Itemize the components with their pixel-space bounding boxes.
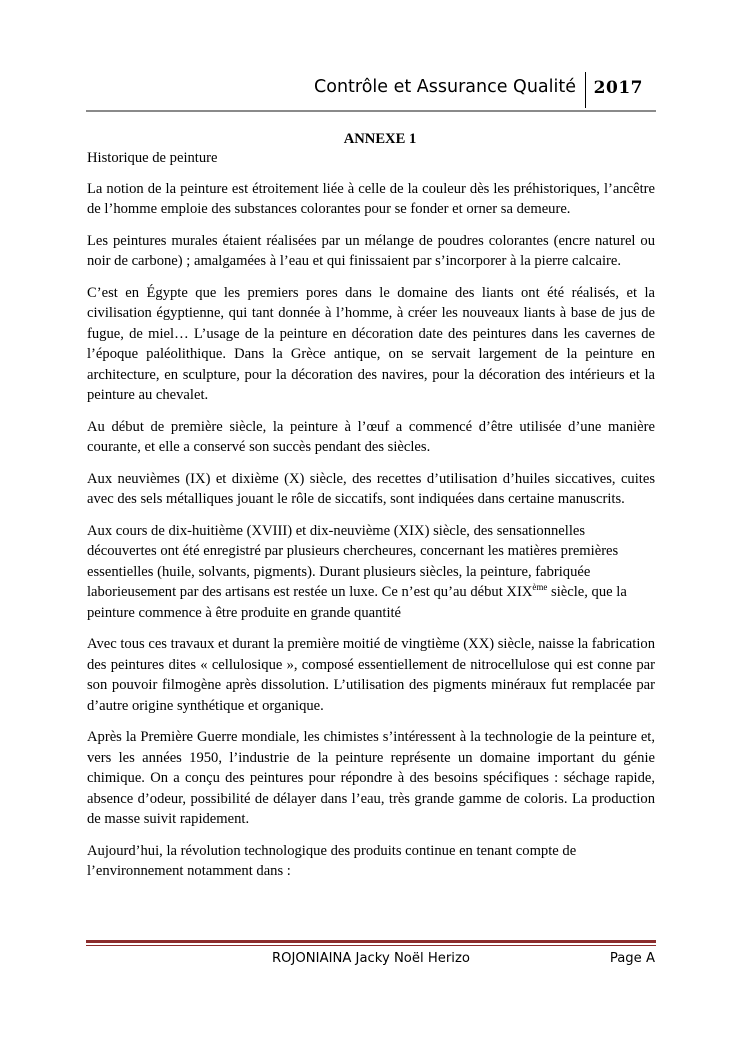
footer-author: ROJONIAINA Jacky Noël Herizo [272,951,470,966]
header-title: Contrôle et Assurance Qualité [314,77,576,97]
footer-rule-thin [86,945,656,946]
paragraph-aujourdhui: Aujourd’hui, la révolution technologique des produits continue en tenant compte de l’environnement notamment dans : [87,842,577,879]
paragraph-egypte: C’est en Égypte que les premiers pores dans le domaine des liants ont été réalisés, et la civilisation égyptienne, qui tant donnée à l’homme, à créer les nouveaux liants à base de jus de fugue, de miel… L’usage de la peinture en décoration date des peintures dans les cavernes de l’époque paléolithique. Dans la Grèce antique, on se servait largement de la peinture en architecture, en sculpture, pour la décoration des navires, pour la décoration des intérieurs et la peinture au chevalet. [87,284,655,403]
header-year: 2017 [593,78,643,98]
paragraph-ix-x-siecle: Aux neuvièmes (IX) et dixième (X) siècle, des recettes d’utilisation d’huiles siccatives, cuites avec des sels métalliques jouant le rôle de siccatifs, sont indiquées dans certaine manuscrits. [87,470,655,507]
footer-page-number: Page A [609,951,655,966]
paragraph-peintures-murales: Les peintures murales étaient réalisées par un mélange de poudres colorantes (encre naturel ou noir de carbone) ; amalgamées à l’eau et qui finissaient par s’incorporer à la pierre calcaire. [87,232,655,269]
section-title: Historique de peinture [87,150,218,166]
paragraph-notion: La notion de la peinture est étroitement liée à celle de la couleur dès les préhistoriques, l’ancêtre de l’homme emploie des substances colorantes pour se fonder et orner sa demeure. [87,180,655,217]
annex-title: ANNEXE 1 [343,131,417,147]
paragraph-premier-siecle: Au début de première siècle, la peinture à l’œuf a commencé d’être utilisée d’une manière courante, et elle a conservé son succès pendant des siècles. [87,418,655,455]
paragraph-xix-superscript: ème [532,582,548,593]
page-header [86,70,656,110]
paragraph-xix-after: siècle, que la peinture commence à être produite en grande quantité [87,584,627,621]
paragraph-xx-siecle: Avec tous ces travaux et durant la première moitié de vingtième (XX) siècle, naisse la fabrication des peintures dites « cellulosique », composé essentiellement de nitrocellulose qui est conne par son pouvoir filmogène après dissolution. L’utilisation des pigments minéraux fut remplacée par d’autre origine synthétique et organique. [87,636,655,714]
header-separator [585,72,586,108]
header-rule [86,110,656,112]
paragraph-apres-guerre: Après la Première Guerre mondiale, les chimistes s’intéressent à la technologie de la peinture et, vers les années 1950, l’industrie de la peinture représente un domaine important du génie chimique. On a conçu des peintures pour répondre à des besoins spécifiques : séchage rapide, absence d’odeur, possibilité de délayer dans l’eau, très grande gamme de coloris. La production de masse suivit rapidement. [87,729,655,827]
document-body [87,131,655,893]
footer-rule-thick [86,940,656,943]
paragraph-xix-before: Aux cours de dix-huitième (XVIII) et dix-neuvième (XIX) siècle, des sensationnelles découvertes ont été enregistré par plusieurs chercheures, concernant les matières premières essentielles (huile, solvants, pigments). Durant plusieurs siècles, la peinture, fabriquée laborieusement par des artisans est restée un luxe. Ce n’est qu’au début XIX [87,522,619,600]
paragraph-xviii-xix-siecle [87,521,655,624]
